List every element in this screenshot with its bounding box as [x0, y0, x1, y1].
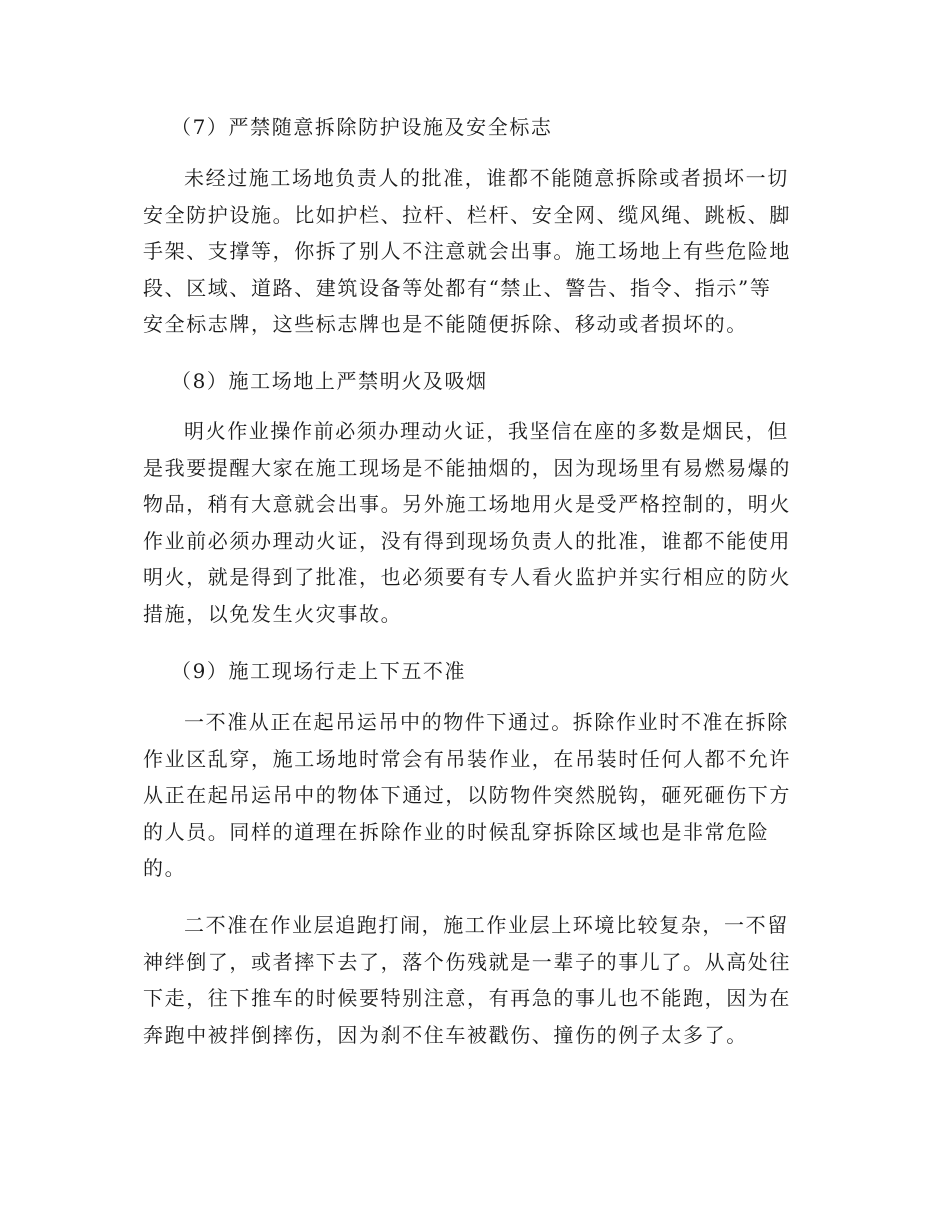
section-7-paragraph-1 [143, 160, 793, 343]
paragraph-line: 明火作业操作前必须办理动火证，我坚信在座的多数是烟民，但 [184, 419, 789, 443]
paragraph-line: 安全防护设施。比如护栏、拉杆、栏杆、安全网、缆风绳、跳板、脚 [143, 202, 791, 227]
section-heading-9 [143, 653, 793, 689]
paragraph-line: 的。 [143, 856, 187, 881]
paragraph-line: 二不准在作业层追跑打闹，施工作业层上环境比较复杂，一不留 [184, 913, 789, 937]
section-heading-text: （9）施工现场行走上下五不准 [171, 659, 467, 683]
paragraph-line: 从正在起吊运吊中的物体下通过，以防物件突然脱钩，砸死砸伤下方 [143, 783, 791, 808]
section-heading-text: （8）施工场地上严禁明火及吸烟 [171, 369, 488, 393]
paragraph-line: 奔跑中被拌倒摔伤，因为刹不住车被戳伤、撞伤的例子太多了。 [143, 1022, 748, 1047]
paragraph-line: 安全标志牌，这些标志牌也是不能随便拆除、移动或者损坏的。 [143, 312, 748, 337]
paragraph-line: 未经过施工场地负责人的批准，谁都不能随意拆除或者损坏一切 [184, 166, 789, 190]
paragraph-line: 物品，稍有大意就会出事。另外施工场地用火是受严格控制的，明火 [143, 492, 791, 517]
section-heading-text: （7）严禁随意拆除防护设施及安全标志 [171, 115, 553, 139]
section-9-paragraph-1 [143, 704, 793, 887]
paragraph-line: 明火，就是得到了批准，也必须要有专人看火监护并实行相应的防火 [143, 565, 791, 590]
paragraph-line: 一不准从正在起吊运吊中的物件下通过。拆除作业时不准在拆除 [184, 710, 789, 734]
paragraph-line: 下走，往下推车的时候要特别注意，有再急的事儿也不能跑，因为在 [143, 986, 791, 1011]
section-9-paragraph-2 [143, 907, 793, 1053]
paragraph-line: 段、区域、道路、建筑设备等处都有“禁止、警告、指令、指示”等 [143, 275, 772, 300]
section-8-paragraph-1 [143, 413, 793, 633]
paragraph-line: 措施，以免发生火灾事故。 [143, 601, 403, 626]
paragraph-line: 作业区乱穿，施工场地时常会有吊装作业，在吊装时任何人都不允许 [143, 746, 791, 771]
section-heading-8 [143, 363, 793, 399]
section-heading-7 [143, 109, 793, 145]
paragraph-line: 是我要提醒大家在施工现场是不能抽烟的，因为现场里有易燃易爆的 [143, 455, 791, 480]
paragraph-line: 手架、支撑等，你拆了别人不注意就会出事。施工场地上有些危险地 [143, 239, 791, 264]
paragraph-line: 的人员。同样的道理在拆除作业的时候乱穿拆除区域也是非常危险 [143, 819, 770, 844]
paragraph-line: 神绊倒了，或者摔下去了，落个伤残就是一辈子的事儿了。从高处往 [143, 949, 791, 974]
paragraph-line: 作业前必须办理动火证，没有得到现场负责人的批准，谁都不能使用 [143, 528, 791, 553]
